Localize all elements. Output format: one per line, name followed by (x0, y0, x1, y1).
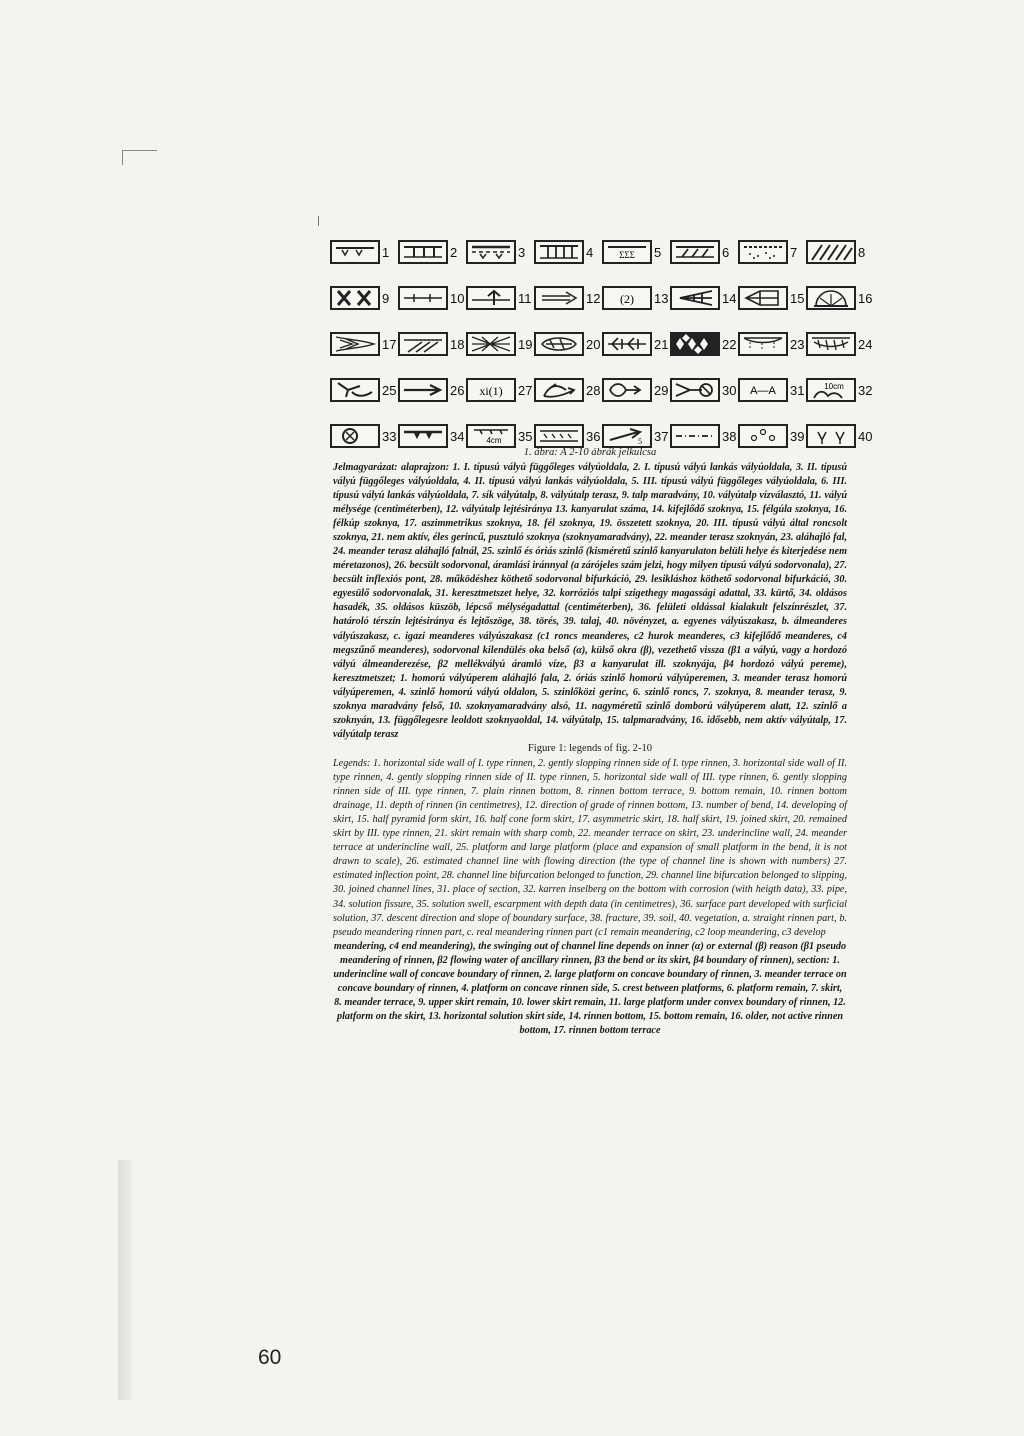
symbol-joined-channel-lines (670, 378, 720, 402)
legend-item-3 (466, 240, 532, 264)
legend-item-14 (670, 286, 736, 310)
symbol-solution-fissure (398, 424, 448, 448)
legend-item-20 (534, 332, 600, 356)
symbol-vertical-wall-type-2 (466, 240, 516, 264)
legend-item-8 (806, 240, 872, 264)
legend-item-37 (602, 424, 668, 448)
legend-item-29 (602, 378, 668, 402)
ink-speck (318, 216, 325, 226)
symbol-inflection-point (466, 378, 516, 402)
legend-item-11 (466, 286, 532, 310)
legend-item-6 (670, 240, 736, 264)
symbol-remained-skirt (534, 332, 584, 356)
legend-number: 18 (450, 336, 465, 352)
legend-item-38 (670, 424, 736, 448)
symbol-35-text: 4cm (486, 436, 502, 445)
legend-body-english-part-1: Legends: 1. horizontal side wall of I. type rinnen, 2. gently slopping rinnen side of I. type rinnen, 3. horizontal side wall of II. type rinnen, 4. gently slopping rinnen side of II. type rinnen, 5. horizontal side wall of III. type rinnen, 6. gently slopping rinnen side of III. type rinnen, 7. plain rinnen bottom, 8. rinnen bottom terrace, 9. bottom remain, 10. rinnen bottom drainage, 11. depth of rinnen (in centimetres), 12. direction of grade of rinnen bottom, 13. number of bend, 14. developing of skirt, 15. half pyramid form skirt, 16. half cone form skirt, 17. asymmetric skirt, 18. half skirt, 19. joined skirt, 20. remained skirt by III. type rinnen, 21. skirt remain with sharp comb, 22. meander terrace on skirt, 23. underincline wall, 24. meander terrace at underincline wall, 25. platform and large platform (place and expansion of small platform in the bend, it is not drawn to scale), 26. estimated channel line with flowing direction (the type of channel line is shown with numbers) 27. estimated inflection point, 28. channel line bifurcation belonged to function, 29. channel line bifurcation belonged to slipping, 30. joined channel lines, 31. place of section, 32. karren inselberg on the bottom with corrosion (with heigth data), 33. pipe, 34. solution fissure, 35. solution swell, escarpment with depth data (in centimetres), 36. surface part developed with surficial solution, 37. descent direction and slope of boundary surface, 38. fracture, 39. soil, 40. vegetation, a. straight rinnen part, b. pseudo meandering rinnen part, c. real meandering rinnen part (c1 remain meandering, c2 loop meandering, c3 develop (333, 757, 847, 938)
symbol-26-text: xi(1) (479, 384, 503, 398)
legend-number: 26 (450, 382, 465, 398)
legend-item-19 (466, 332, 532, 356)
legend-number: 40 (858, 428, 873, 444)
legend-item-22 (670, 332, 736, 356)
legend-item-24 (806, 332, 872, 356)
legend-symbol-grid (330, 234, 873, 464)
symbol-bottom-remain (330, 286, 380, 310)
legend-row-2 (330, 280, 873, 316)
legend-item-33 (330, 424, 396, 448)
legend-number: 4 (586, 244, 594, 260)
legend-item-16 (806, 286, 872, 310)
legend-number: 33 (382, 428, 397, 444)
legend-number: 20 (586, 336, 601, 352)
symbol-solution-swell (466, 424, 516, 448)
caption-english: Figure 1: legends of fig. 2-10 (527, 743, 653, 755)
symbol-fracture (670, 424, 720, 448)
legend-item-28 (534, 378, 600, 402)
legend-number: 38 (722, 428, 737, 444)
symbol-sloping-wall-type-3 (670, 240, 720, 264)
legend-number: 30 (722, 382, 737, 398)
symbol-vegetation (806, 424, 856, 448)
legend-item-34 (398, 424, 464, 448)
symbol-bend-number (602, 286, 652, 310)
symbol-5-text: ΣΣΣ (619, 250, 635, 260)
legend-number: 5 (654, 244, 662, 260)
legend-number: 2 (450, 244, 458, 260)
legend-item-5 (602, 240, 668, 264)
legend-item-39 (738, 424, 804, 448)
symbol-descent-direction (602, 424, 652, 448)
symbol-karren-inselberg (806, 378, 856, 402)
legend-number: 36 (586, 428, 601, 444)
legend-number: 34 (450, 428, 465, 444)
legend-number: 19 (518, 336, 533, 352)
legend-number: 11 (518, 290, 532, 306)
legend-item-36 (534, 424, 600, 448)
legend-row-3 (330, 326, 873, 362)
caption-hungarian: 1. ábra: A 2-10 ábrák jelkulcsa (523, 447, 657, 458)
legend-item-31 (738, 378, 804, 402)
symbol-surface-part (534, 424, 584, 448)
svg-text:5: 5 (638, 437, 642, 446)
symbol-grade-direction (534, 286, 584, 310)
legend-row-1 (330, 234, 866, 270)
symbol-half-pyramid-skirt (738, 286, 788, 310)
legend-number: 32 (858, 382, 873, 398)
symbol-soil (738, 424, 788, 448)
legend-number: 13 (654, 290, 669, 306)
legend-number: 12 (586, 290, 601, 306)
legend-item-32 (806, 378, 872, 402)
legend-item-30 (670, 378, 736, 402)
legend-number: 15 (790, 290, 805, 306)
legend-number: 21 (654, 336, 669, 352)
legend-number: 9 (382, 290, 390, 306)
legend-text-block (333, 446, 847, 1038)
legend-item-40 (806, 424, 872, 448)
legend-number: 3 (518, 244, 526, 260)
legend-number: 31 (790, 382, 805, 398)
symbol-developing-skirt (670, 286, 720, 310)
symbol-30-text: A—A (750, 385, 776, 397)
symbol-underincline-wall (738, 332, 788, 356)
symbol-vertical-wall-type-3 (602, 240, 652, 264)
legend-number: 28 (586, 382, 601, 398)
legend-item-18 (398, 332, 464, 356)
legend-item-4 (534, 240, 600, 264)
symbol-platform (330, 378, 380, 402)
legend-item-23 (738, 332, 804, 356)
symbol-estimated-channel-line (398, 378, 448, 402)
legend-number: 10 (450, 290, 465, 306)
legend-number: 27 (518, 382, 533, 398)
legend-number: 17 (382, 336, 397, 352)
legend-body-english-part-2: meandering, c4 end meandering), the swinging out of channel line depends on inner (α) or external (β) reason (β1 pseudo meandering of rinnen, β2 flowing water of ancillary rinnen, β3 the bend or its skirt, β4 boundary of rinnen), section: 1. underincline wall of concave boundary of rinnen, 2. large platform on concave boundary of rinnen, 3. meander terrace on concave boundary of rinnen, 4. platform on concave rinnen side, 5. crest between platforms, 6. platform remain, 7. skirt, 8. meander terrace, 9. upper skirt remain, 10. lower skirt remain, 11. large platform under convex boundary of rinnen, 12. platform on the skirt, 13. horizontal solution skirt side, 14. rinnen bottom, 15. bottom remain, 16. older, not active rinnen bottom, 17. rinnen bottom terrace (333, 940, 847, 1037)
legend-row-4 (330, 372, 873, 408)
legend-body-hungarian: Jelmagyarázat: alaprajzon: 1. I. típusú vályú függőleges vályúoldala, 2. I. típusú vályú lankás vályúoldala, 3. II. típusú vályú függőleges vályúoldala, 4. II. típusú vályú lankás vályúoldala, 5. III. típusú vályú függőleges vályúoldala, 6. III. típusú vályú lankás vályúoldala, 7. sík vályútalp, 8. vályútalp terasz, 9. talp maradvány, 10. vályútalp vízválasztó, 11. vályú mélysége (centiméterben), 12. vályútalp lejtésiránya 13. kanyarulat száma, 14. kifejlődő szoknya, 15. félgúla szoknya, 16. félkúp szoknya, 17. aszimmetrikus szoknya, 18. fél szoknya, 19. összetett szoknya, 20. III. típusú vályú által roncsolt szoknya, 21. nem aktív, éles gerincű, pusztuló szoknya (szoknyamaradvány), 22. meander terasz szoknyán, 23. aláhajló fal, 24. meander terasz aláhajló falnál, 25. szinlő és óriás szinlő (kisméretű szinlő kanyarulaton belüli helye és kiterjedése nem méretazonos), 26. becsült sodorvonal, áramlási iránnyal (a zárójeles szám jelzi, hogy milyen típusú vályú sodorvonala), 27. becsült inflexiós pont, 28. működéshez köthető sodorvonal bifurkáció, 29. lesikláshoz köthető sodorvonal bifurkáció, 30. egyesülő sodorvonalak, 31. keresztmetszet helye, 32. korróziós talpi szigethegy magassági adattal, 33. kürtő, 34. oldásos hasadék, 35. oldásos küszöb, lépcső mélységadattal (centiméterben), 36. felületi oldással kialakult felszínrészlet, 37. határoló térszín lejtésiránya és lejtőszöge, 38. törés, 39. talaj, 40. növényzet, a. egyenes vályúszakasz, b. álmeanderes vályúszakasz, c. igazi meanderes vályúszakasz (c1 roncs meanderes, c2 hurok meanderes, c3 kifejlődő meanderes, c4 megszűnő meanderes), sodorvonal kilendülés oka belső (α), külső okra (β), vezethető vissza (β1 a vályú, vagy a hordozó vályú álmeanderezése, β2 mellékvályú áramló víze, β3 a kanyarulat ill. szoknyája, β4 hordozó vályú pereme), keresztmetszet; 1. homorú vályúperem aláhajló fala, 2. óriás szinlő homorú vályúperemen, 3. meander terasz homorú vályúperemen, 4. szinlő homorú vályú oldalon, 5. szinlőközi gerinc, 6. szinlő roncs, 7. szoknya, 8. meander terasz, 9. szoknya maradvány felső, 10. szoknyamaradvány alsó, 11. nagyméretű szinlő domború vályúperem alatt, 12. szinlő a szoknyán, 13. függőlegesre leoldott szoknyaoldal, 14. vályútalp, 15. talpmaradvány, 16. idősebb, nem aktív vályútalp, 17. vályútalp terasz (333, 461, 847, 741)
legend-item-15 (738, 286, 804, 310)
page-edge-shadow (118, 1160, 132, 1400)
legend-item-10 (398, 286, 464, 310)
legend-number: 23 (790, 336, 805, 352)
symbol-bottom-terrace (806, 240, 856, 264)
symbol-plain-bottom (738, 240, 788, 264)
legend-number: 39 (790, 428, 805, 444)
legend-item-25 (330, 378, 396, 402)
legend-item-35 (466, 424, 532, 448)
symbol-skirt-remain-sharp-comb (602, 332, 652, 356)
symbol-half-cone-skirt (806, 286, 856, 310)
legend-number: 6 (722, 244, 730, 260)
legend-number: 25 (382, 382, 397, 398)
legend-number: 35 (518, 428, 533, 444)
symbol-meander-terrace-underincline (806, 332, 856, 356)
symbol-meander-terrace-on-skirt (670, 332, 720, 356)
legend-item-1 (330, 240, 396, 264)
legend-item-2 (398, 240, 464, 264)
page-number: 60 (258, 1346, 282, 1369)
symbol-asymmetric-skirt (330, 332, 380, 356)
legend-item-9 (330, 286, 396, 310)
legend-number: 14 (722, 290, 737, 306)
symbol-section-place (738, 378, 788, 402)
symbol-joined-skirt (466, 332, 516, 356)
symbol-vertical-wall-type-1 (330, 240, 380, 264)
symbol-bottom-drainage (398, 286, 448, 310)
symbol-rinnen-depth (466, 286, 516, 310)
legend-item-21 (602, 332, 668, 356)
legend-number: 37 (654, 428, 669, 444)
symbol-sloping-wall-type-1 (398, 240, 448, 264)
legend-number: 8 (858, 244, 866, 260)
corner-crop-mark (122, 150, 157, 165)
symbol-half-skirt (398, 332, 448, 356)
symbol-bifurcation-slipping (602, 378, 652, 402)
legend-number: 24 (858, 336, 873, 352)
legend-number: 7 (790, 244, 798, 260)
legend-number: 1 (382, 244, 390, 260)
legend-item-13 (602, 286, 668, 310)
legend-item-17 (330, 332, 396, 356)
legend-item-26 (398, 378, 464, 402)
legend-item-12 (534, 286, 600, 310)
symbol-pipe (330, 424, 380, 448)
symbol-12-text: (2) (620, 292, 634, 306)
legend-item-7 (738, 240, 804, 264)
legend-number: 29 (654, 382, 669, 398)
legend-item-27 (466, 378, 532, 402)
legend-number: 16 (858, 290, 873, 306)
symbol-31-text: 10cm (824, 382, 844, 391)
symbol-bifurcation-function (534, 378, 584, 402)
symbol-sloping-wall-type-2 (534, 240, 584, 264)
legend-number: 22 (722, 336, 737, 352)
